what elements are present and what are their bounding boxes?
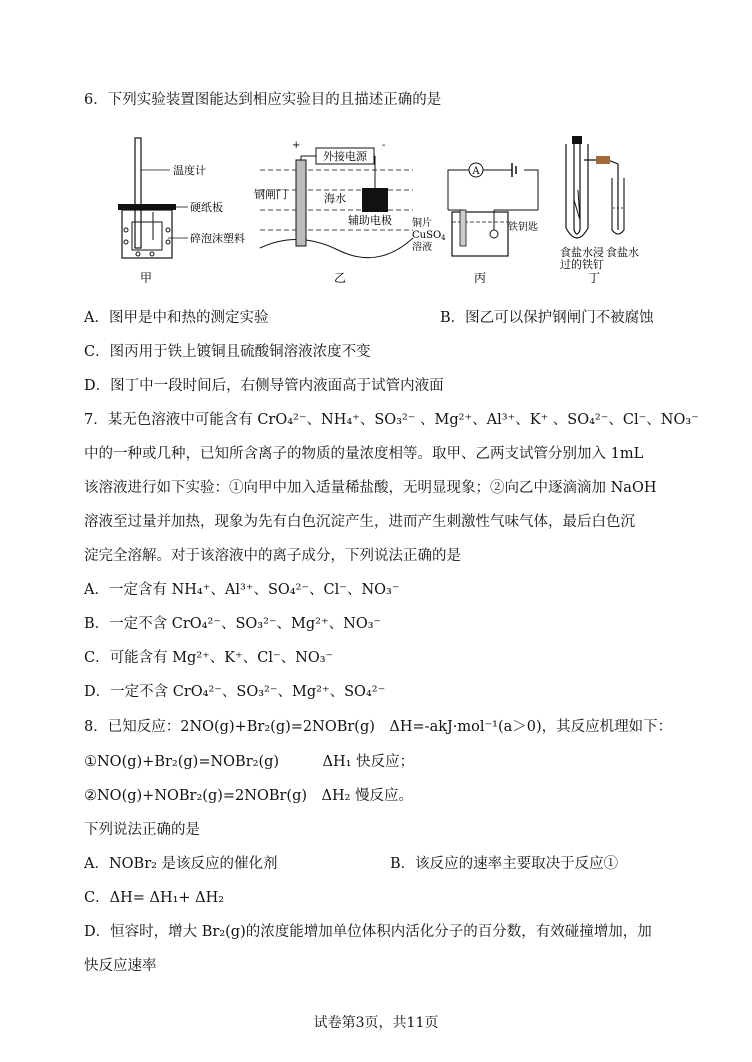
conduit-tube-shape [584, 160, 618, 230]
q8-stem-line-4: 下列说法正确的是 [84, 822, 200, 838]
caption-bing: 丙 [473, 271, 487, 285]
cardboard-shape [118, 204, 176, 210]
q8-option-d-line-2: 快反应速率 [84, 958, 157, 974]
gate-label: 钢闸门 [254, 188, 287, 201]
aux-electrode-label: 辅助电极 [348, 214, 392, 227]
cardboard-label: 硬纸板 [190, 201, 223, 214]
aux-electrode-shape [362, 188, 388, 212]
q6-option-d: D．图丁中一段时间后，右侧导管内液面高于试管内液面 [84, 378, 444, 394]
minus-sign: - [382, 140, 386, 151]
rubber-tube-icon [596, 156, 610, 164]
steel-gate-shape [296, 160, 306, 246]
q7-stem-line-2: 中的一种或几种，已知所含离子的物质的量浓度相等。取甲、乙两支试管分别加入 1mL [84, 446, 644, 462]
stopper-icon [572, 136, 582, 144]
salt-nail-label-2: 过的铁钉 [560, 258, 604, 271]
page-footer: 试卷第3页，共11页 [313, 1015, 439, 1031]
test-tube-shape [574, 144, 580, 234]
copper-label: 铜片 [412, 218, 432, 229]
figure-ding [560, 136, 639, 285]
q8-option-d-line-1: D．恒容时，增大 Br₂(g)的浓度能增加单位体积内活化分子的百分数，有效碰撞增加，加 [84, 924, 652, 940]
q8-option-a: A．NOBr₂ 是该反应的催化剂 [84, 856, 278, 872]
q6-apparatus-figure [108, 130, 668, 290]
inner-beaker-shape [132, 222, 162, 250]
caption-jia: 甲 [139, 271, 153, 285]
salt-water-label: 食盐水 [606, 246, 639, 259]
q7-option-a: A．一定含有 NH₄⁺、Al³⁺、SO₄²⁻、Cl⁻、NO₃⁻ [84, 582, 400, 598]
q6-option-a: A．图甲是中和热的测定实验 [84, 310, 269, 326]
q7-option-b: B．一定不含 CrO₄²⁻、SO₃²⁻、Mg²⁺、NO₃⁻ [84, 616, 382, 632]
iron-key-icon [490, 230, 498, 238]
figure-bing [412, 163, 538, 285]
plus-sign: + [292, 140, 301, 151]
ammeter-label: A [472, 166, 480, 177]
q7-option-c: C．可能含有 Mg²⁺、K⁺、Cl⁻、NO₃⁻ [84, 650, 334, 666]
copper-plate-shape [460, 210, 466, 246]
q6-stem: 6．下列实验装置图能达到相应实验目的且描述正确的是 [84, 92, 442, 108]
salt-nail-label-1: 食盐水浸 [560, 246, 604, 259]
power-label: 外接电源 [323, 150, 367, 163]
outer-beaker-shape [122, 210, 172, 258]
apparatus-diagram [108, 130, 668, 290]
iron-nail-icon [574, 190, 580, 220]
seabed-shape [260, 238, 413, 258]
q6-option-b: B．图乙可以保护钢闸门不被腐蚀 [440, 310, 654, 326]
q8-option-b: B．该反应的速率主要取决于反应① [390, 856, 619, 872]
q7-stem-line-3: 该溶液进行如下实验：①向甲中加入适量稀盐酸，无明显现象；②向乙中逐滴滴加 NaOH [84, 480, 657, 496]
thermometer-label: 温度计 [173, 164, 206, 177]
q8-mechanism-2: ②NO(g)+NOBr₂(g)=2NOBr(g) ΔH₂ 慢反应。 [84, 788, 414, 804]
thermometer-shape [135, 138, 141, 248]
caption-yi: 乙 [333, 271, 347, 285]
figure-jia [118, 138, 245, 285]
seawater-label: 海水 [324, 192, 346, 205]
q7-option-d: D．一定不含 CrO₄²⁻、SO₃²⁻、Mg²⁺、SO₄²⁻ [84, 684, 386, 700]
caption-ding: 丁 [587, 271, 601, 285]
cuso4-label: CuSO$_4$ [412, 230, 446, 242]
q8-option-c: C．ΔH= ΔH₁+ ΔH₂ [84, 890, 225, 906]
solution-label: 溶液 [412, 242, 432, 253]
q7-stem-line-5: 淀完全溶解。对于该溶液中的离子成分，下列说法正确的是 [84, 548, 461, 564]
q8-mechanism-1: ①NO(g)+Br₂(g)=NOBr₂(g) ΔH₁ 快反应； [84, 754, 415, 770]
iron-key-label: 铁钥匙 [508, 222, 538, 233]
q6-option-c: C．图丙用于铁上镀铜且硫酸铜溶液浓度不变 [84, 344, 371, 360]
foam-label: 碎泡沫塑料 [190, 232, 245, 245]
figure-yi [254, 140, 413, 285]
q8-stem-line-1: 8．已知反应：2NO(g)+Br₂(g)=2NOBr(g) ΔH=-akJ·mol⁻¹(a＞0)，其反应机理如下： [84, 719, 673, 735]
q7-stem-line-4: 溶液至过量并加热，现象为先有白色沉淀产生，进而产生刺激性气味气体，最后白色沉 [84, 514, 635, 530]
q7-stem-line-1: 7．某无色溶液中可能含有 CrO₄²⁻、NH₄⁺、SO₃²⁻ 、Mg²⁺、Al³⁺、K⁺ 、SO₄²⁻、Cl⁻、NO₃⁻ [84, 412, 699, 428]
